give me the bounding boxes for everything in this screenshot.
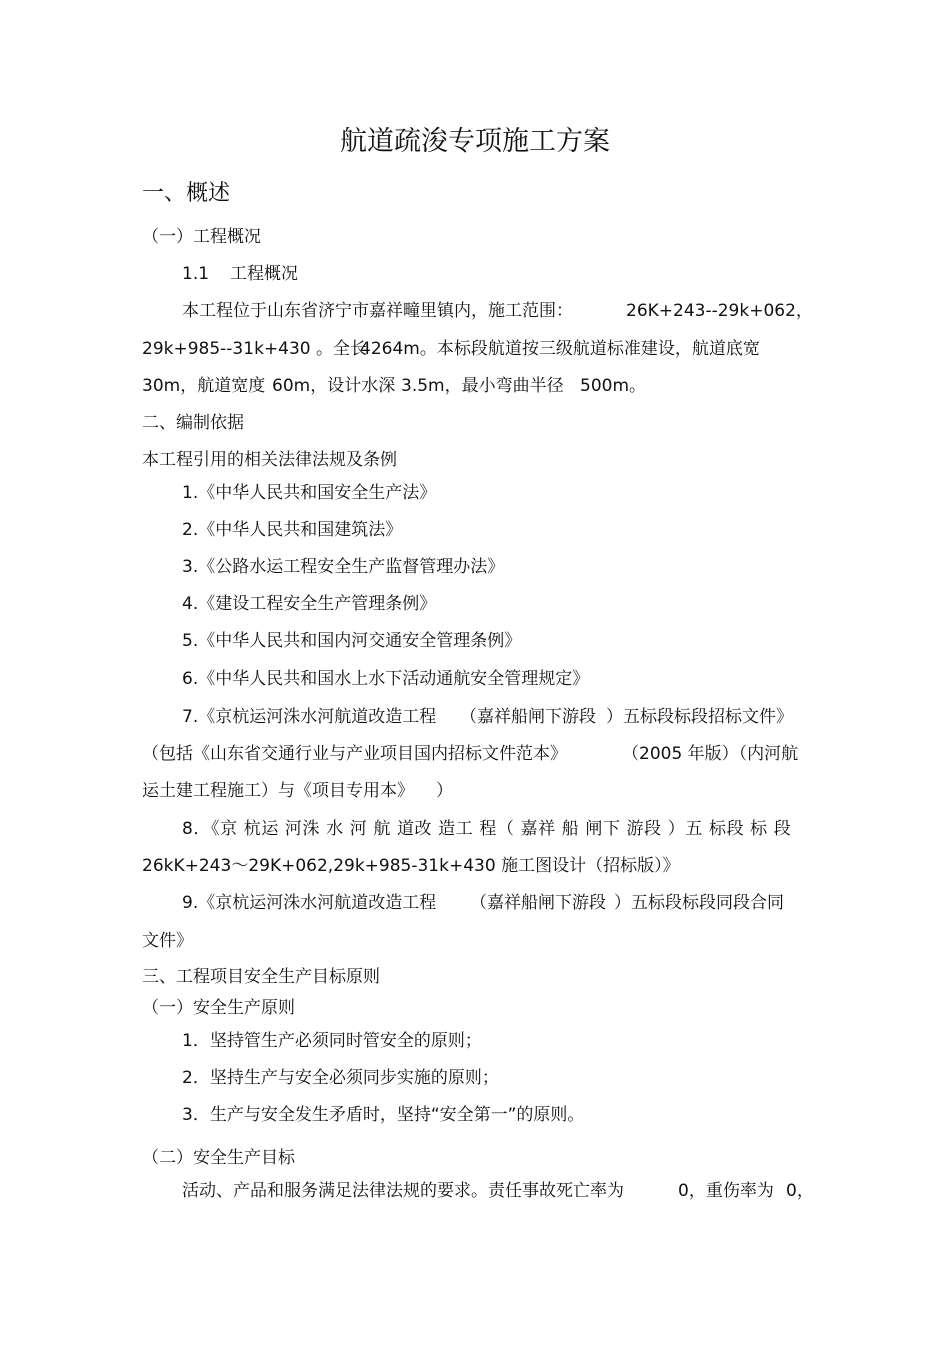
list-item-9: 9.《京杭运河洙水河航道改造工程 [182, 893, 437, 913]
paragraph-line: 0，重伤率为 [678, 1181, 774, 1201]
list-item-7: ）五标段标段招标文件》 [606, 707, 793, 727]
subheading-safety-principles: （一）安全生产原则 [142, 998, 295, 1018]
list-item-9: 文件》 [142, 931, 193, 951]
paragraph-line: 30m，航道宽度 [142, 376, 266, 396]
paragraph-line: 3.5m，最小弯曲半径 [401, 376, 564, 396]
paragraph-line: 60m，设计水深 [272, 376, 396, 396]
list-item: 3.《公路水运工程安全生产监督管理办法》 [182, 557, 505, 577]
subsection-label: 工程概况 [230, 264, 298, 284]
list-item-7: （嘉祥船闸下游段 [460, 707, 596, 727]
list-item-7: 运土建工程施工）与《项目专用本》 [142, 781, 414, 801]
list-item-7: （包括《山东省交通行业与产业项目国内招标文件范本》 [142, 744, 567, 764]
list-item-8: 26kK+243～29K+062,29k+985-31k+430 施工图设计（招标版）》 [142, 856, 680, 876]
list-item-7: ） [436, 781, 453, 801]
document-title: 航道疏浚专项施工方案 [340, 126, 610, 157]
section-heading-overview: 一、概述 [142, 181, 231, 206]
list-item: 3．生产与安全发生矛盾时，坚持“安全第一”的原则。 [182, 1105, 585, 1125]
list-item: 5.《中华人民共和国内河交通安全管理条例》 [182, 631, 522, 651]
section-heading-basis: 二、编制依据 [142, 413, 244, 433]
list-item-9: ）五标段标段同段合同 [614, 893, 784, 913]
section-heading-safety: 三、工程项目安全生产目标原则 [142, 967, 380, 987]
paragraph-line: 500m。 [580, 376, 647, 396]
subheading-project-overview: （一）工程概况 [142, 227, 261, 247]
paragraph-line: 29k+985--31k+430 。全长 [142, 339, 368, 359]
list-item: 6.《中华人民共和国水上水下活动通航安全管理规定》 [182, 669, 590, 689]
list-item: 1．坚持管生产必须同时管安全的原则； [182, 1031, 482, 1051]
subheading-safety-goals: （二）安全生产目标 [142, 1148, 295, 1168]
list-item: 2.《中华人民共和国建筑法》 [182, 520, 403, 540]
paragraph-line: 活动、产品和服务满足法律法规的要求。责任事故死亡率为 [182, 1181, 624, 1201]
basis-intro: 本工程引用的相关法律法规及条例 [142, 450, 397, 470]
subsection-number: 1.1 [182, 264, 210, 284]
list-item-7: （2005 年版）（内河航 [622, 744, 799, 764]
list-item-9: （嘉祥船闸下游段 [470, 893, 606, 913]
paragraph-line: 0， [786, 1181, 814, 1201]
paragraph-line: 4264m。本标段航道按三级航道标准建设，航道底宽 [360, 339, 760, 359]
paragraph-line: 本工程位于山东省济宁市嘉祥疃里镇内，施工范围： [182, 301, 573, 321]
list-item-7: 7.《京杭运河洙水河航道改造工程 [182, 707, 437, 727]
list-item: 1.《中华人民共和国安全生产法》 [182, 483, 437, 503]
list-item: 4.《建设工程安全生产管理条例》 [182, 594, 437, 614]
paragraph-line: 26K+243--29k+062， [626, 301, 813, 321]
list-item-8: 8．《京 杭运 河洙 水 河 航 道改 造工 程（ 嘉祥 船 闸下 游段 ）五 标段 标 段 [182, 819, 792, 839]
list-item: 2．坚持生产与安全必须同步实施的原则； [182, 1068, 499, 1088]
